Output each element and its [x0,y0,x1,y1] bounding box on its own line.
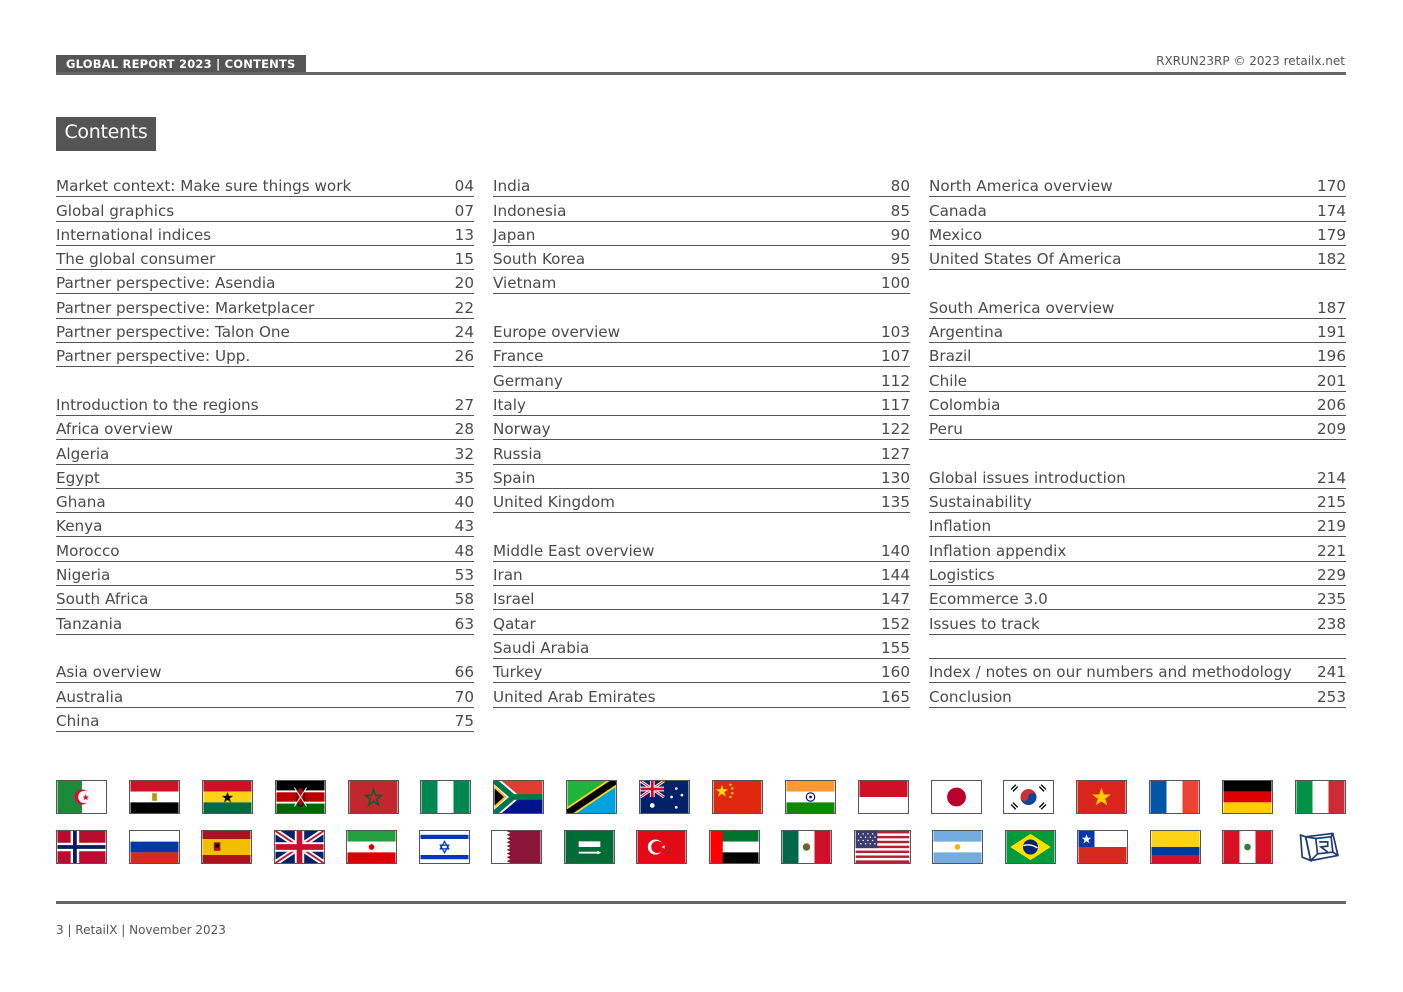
toc-entry-page: 48 [454,541,474,560]
toc-entry-title: Inflation [929,517,992,536]
toc-entry-page: 191 [1317,323,1346,342]
toc-entry[interactable] [493,393,910,416]
toc-entry-page: 95 [890,250,910,269]
toc-entry[interactable] [493,587,910,610]
toc-entry-page: 75 [454,711,474,730]
toc-entry[interactable] [929,393,1346,416]
toc-entry[interactable] [56,417,474,440]
toc-entry[interactable] [56,587,474,610]
toc-entry-page: 241 [1317,663,1346,682]
toc-entry[interactable] [56,393,474,416]
toc-entry-page: 26 [454,347,474,366]
toc-entry-title: Qatar [493,614,536,633]
uae-flag [709,830,760,864]
page-footer: 3 | RetailX | November 2023 [56,923,226,937]
toc-entry-title: India [493,177,531,196]
toc-entry-page: 100 [881,274,910,293]
toc-entry-title: Israel [493,590,535,609]
india-flag [785,780,836,814]
retailx-cube-logo [1295,830,1346,864]
toc-entry[interactable] [929,538,1346,561]
toc-entry-title: Italy [493,395,526,414]
toc-entry-title: Kenya [56,517,103,536]
toc-entry-title: Global issues introduction [929,468,1126,487]
toc-spacer [929,271,1346,294]
spain-flag [201,830,252,864]
toc-entry-title: South Africa [56,590,149,609]
toc-entry[interactable] [493,344,910,367]
toc-entry[interactable] [493,174,910,197]
united-kingdom-flag [274,830,325,864]
toc-entry[interactable] [493,417,910,440]
toc-entry-page: 174 [1317,201,1346,220]
toc-entry-title: Argentina [929,323,1004,342]
toc-entry-page: 07 [454,201,474,220]
toc-entry[interactable] [56,514,474,537]
toc-entry-page: 196 [1317,347,1346,366]
toc-entry-title: Mexico [929,225,983,244]
toc-entry-page: 22 [454,298,474,317]
toc-entry-page: 130 [881,468,910,487]
toc-entry-page: 58 [454,590,474,609]
iran-flag [346,830,397,864]
toc-entry-title: Inflation appendix [929,541,1067,560]
mexico-flag [781,830,832,864]
toc-entry-page: 15 [454,250,474,269]
toc-entry-title: The global consumer [56,250,216,269]
toc-entry-page: 32 [454,444,474,463]
toc-entry-title: Germany [493,371,563,390]
toc-entry-title: United States Of America [929,250,1122,269]
toc-entry-title: Global graphics [56,201,175,220]
toc-entry-page: 63 [454,614,474,633]
toc-entry-page: 147 [881,590,910,609]
toc-entry-title: United Arab Emirates [493,687,656,706]
toc-entry-page: 112 [881,371,910,390]
toc-entry-page: 70 [454,687,474,706]
toc-entry-title: China [56,711,100,730]
toc-entry-title: Conclusion [929,687,1012,706]
colombia-flag [1150,830,1201,864]
toc-entry-page: 04 [454,177,474,196]
toc-entry-title: Colombia [929,395,1001,414]
toc-entry-page: 235 [1317,590,1346,609]
toc-entry[interactable] [493,660,910,683]
toc-entry-page: 206 [1317,395,1346,414]
toc-entry-page: 53 [454,566,474,585]
toc-entry[interactable] [493,684,910,707]
toc-entry-page: 187 [1317,298,1346,317]
toc-entry[interactable] [56,247,474,270]
toc-entry-page: 40 [454,493,474,512]
flags-row-2 [56,830,1346,864]
israel-flag [419,830,470,864]
contents-column-1 [56,174,474,733]
toc-entry[interactable] [56,709,474,732]
toc-entry-page: 66 [454,663,474,682]
toc-entry[interactable] [56,174,474,197]
toc-entry-title: Indonesia [493,201,567,220]
toc-entry-page: 209 [1317,420,1346,439]
footer-rule [56,901,1346,904]
toc-entry[interactable] [56,295,474,318]
toc-entry-title: Spain [493,468,536,487]
toc-entry[interactable] [493,538,910,561]
toc-entry-title: South America overview [929,298,1115,317]
toc-entry-title: Japan [493,225,536,244]
toc-entry[interactable] [493,271,910,294]
toc-entry-page: 90 [890,225,910,244]
turkey-flag [636,830,687,864]
toc-entry[interactable] [929,636,1346,659]
toc-entry-title: Norway [493,420,551,439]
toc-entry-title: Market context: Make sure things work [56,177,352,196]
toc-entry-title: Middle East overview [493,541,655,560]
toc-entry-page: 229 [1317,566,1346,585]
flags-row-1 [56,780,1346,814]
toc-entry-page: 20 [454,274,474,293]
toc-entry-title: Russia [493,444,542,463]
toc-entry-title: United Kingdom [493,493,615,512]
toc-entry-page: 152 [881,614,910,633]
toc-entry[interactable] [929,563,1346,586]
toc-entry-title: Partner perspective: Upp. [56,347,251,366]
toc-entry[interactable] [56,198,474,221]
toc-entry-page: 253 [1317,687,1346,706]
morocco-flag [348,780,399,814]
toc-entry-page: 28 [454,420,474,439]
toc-entry[interactable] [56,344,474,367]
toc-entry-title: Tanzania [56,614,123,633]
toc-entry-title: Africa overview [56,420,173,439]
peru-flag [1222,830,1273,864]
toc-entry-title: Ghana [56,493,106,512]
toc-entry-title: North America overview [929,177,1113,196]
saudi-arabia-flag [564,830,615,864]
indonesia-flag [858,780,909,814]
toc-entry[interactable] [929,174,1346,197]
toc-entry-title: Sustainability [929,493,1032,512]
italy-flag [1295,780,1346,814]
toc-entry-page: 179 [1317,225,1346,244]
kenya-flag [275,780,326,814]
toc-entry-page: 27 [454,395,474,414]
toc-entry-page: 122 [881,420,910,439]
toc-spacer [56,636,474,659]
toc-entry-title: Peru [929,420,963,439]
toc-entry-page: 35 [454,468,474,487]
toc-entry-title: Europe overview [493,323,621,342]
argentina-flag [932,830,983,864]
toc-entry-title: Algeria [56,444,110,463]
toc-entry[interactable] [929,320,1346,343]
germany-flag [1222,780,1273,814]
toc-entry-page: 85 [890,201,910,220]
toc-entry[interactable] [56,271,474,294]
toc-entry-title: Saudi Arabia [493,638,590,657]
contents-column-3 [929,174,1346,709]
toc-entry-page: 160 [881,663,910,682]
toc-entry-page: 214 [1317,468,1346,487]
toc-spacer [493,514,910,537]
south-korea-flag [1003,780,1054,814]
toc-entry[interactable] [56,490,474,513]
nigeria-flag [420,780,471,814]
toc-entry-title: Brazil [929,347,972,366]
toc-spacer [493,295,910,318]
brazil-flag [1005,830,1056,864]
toc-entry-page: 155 [881,638,910,657]
toc-entry[interactable] [929,466,1346,489]
toc-entry-page: 103 [881,323,910,342]
toc-entry-title: Chile [929,371,968,390]
toc-entry-title: Partner perspective: Marketplacer [56,298,315,317]
toc-entry[interactable] [56,684,474,707]
toc-entry[interactable] [493,636,910,659]
south-africa-flag [493,780,544,814]
toc-entry-title: Introduction to the regions [56,395,259,414]
toc-entry[interactable] [56,320,474,343]
toc-entry[interactable] [493,611,910,634]
toc-entry-title: International indices [56,225,212,244]
toc-entry-title: Vietnam [493,274,557,293]
toc-entry[interactable] [929,368,1346,391]
japan-flag [931,780,982,814]
qatar-flag [491,830,542,864]
toc-entry[interactable] [56,466,474,489]
toc-entry-title: Partner perspective: Talon One [56,323,290,342]
toc-entry[interactable] [56,223,474,246]
ghana-flag [202,780,253,814]
toc-entry-page: 215 [1317,493,1346,512]
toc-entry-title: France [493,347,544,366]
toc-entry-page: 107 [881,347,910,366]
toc-entry[interactable] [56,660,474,683]
australia-flag [639,780,690,814]
toc-entry[interactable] [56,441,474,464]
toc-entry-page: 144 [881,566,910,585]
toc-entry-title: Turkey [493,663,543,682]
page-title: Contents [56,117,156,151]
toc-spacer [929,441,1346,464]
toc-entry[interactable] [929,611,1346,634]
toc-entry[interactable] [493,198,910,221]
toc-entry-title: Logistics [929,566,995,585]
toc-entry-title: Australia [56,687,124,706]
toc-entry-title: Issues to track [929,614,1040,633]
contents-column-2 [493,174,910,709]
toc-entry-page: 221 [1317,541,1346,560]
toc-entry-page: 170 [1317,177,1346,196]
toc-entry-title: South Korea [493,250,586,269]
toc-entry-title: Egypt [56,468,100,487]
toc-entry[interactable] [929,490,1346,513]
toc-entry[interactable] [493,466,910,489]
toc-entry[interactable] [929,417,1346,440]
toc-entry-page: 238 [1317,614,1346,633]
report-section-label: GLOBAL REPORT 2023 | CONTENTS [56,55,306,73]
toc-spacer [56,368,474,391]
usa-flag [854,830,911,864]
toc-entry-title: Index / notes on our numbers and methodology [929,663,1292,682]
toc-entry[interactable] [493,490,910,513]
toc-entry[interactable] [493,441,910,464]
egypt-flag [129,780,180,814]
france-flag [1149,780,1200,814]
vietnam-flag [1076,780,1127,814]
toc-entry-title: Partner perspective: Asendia [56,274,276,293]
toc-entry[interactable] [929,198,1346,221]
toc-entry-title: Morocco [56,541,120,560]
toc-entry-page: 201 [1317,371,1346,390]
norway-flag [56,830,107,864]
toc-entry-title: Asia overview [56,663,162,682]
china-flag [712,780,763,814]
toc-entry[interactable] [56,538,474,561]
toc-entry-page: 219 [1317,517,1346,536]
report-code: RXRUN23RP © 2023 retailx.net [1156,54,1345,68]
toc-entry-page: 80 [890,177,910,196]
toc-entry-title: Nigeria [56,566,111,585]
toc-entry[interactable] [493,320,910,343]
toc-entry-page: 13 [454,225,474,244]
toc-entry-title: Canada [929,201,987,220]
toc-entry[interactable] [929,223,1346,246]
toc-entry[interactable] [929,684,1346,707]
toc-entry[interactable] [929,514,1346,537]
chile-flag [1077,830,1128,864]
toc-entry[interactable] [56,611,474,634]
toc-entry-page: 43 [454,517,474,536]
tanzania-flag [566,780,617,814]
header-rule [56,72,1346,75]
toc-entry[interactable] [493,368,910,391]
toc-entry-page: 117 [881,395,910,414]
toc-entry-page: 182 [1317,250,1346,269]
toc-entry[interactable] [929,660,1346,683]
toc-entry-page: 135 [881,493,910,512]
toc-entry[interactable] [929,344,1346,367]
toc-entry[interactable] [56,563,474,586]
russia-flag [129,830,180,864]
toc-entry[interactable] [493,247,910,270]
toc-entry[interactable] [493,223,910,246]
toc-entry-title: Iran [493,566,523,585]
toc-entry[interactable] [929,295,1346,318]
toc-entry[interactable] [929,247,1346,270]
toc-entry-page: 140 [881,541,910,560]
toc-entry-page: 165 [881,687,910,706]
algeria-flag [56,780,107,814]
toc-entry[interactable] [493,563,910,586]
toc-entry-page: 127 [881,444,910,463]
toc-entry-page: 24 [454,323,474,342]
toc-entry-title: Ecommerce 3.0 [929,590,1048,609]
toc-entry[interactable] [929,587,1346,610]
